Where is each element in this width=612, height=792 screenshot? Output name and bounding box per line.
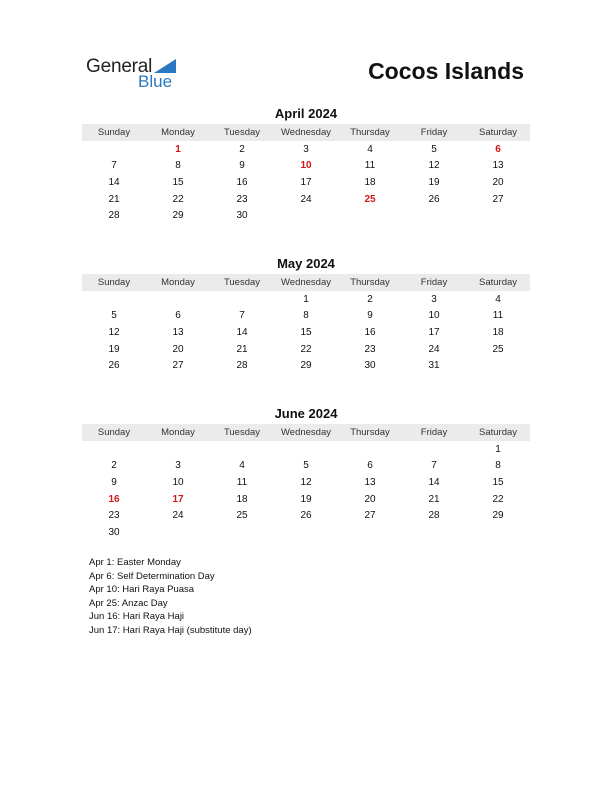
- day-cell: 15: [300, 326, 312, 338]
- week-row: [82, 341, 530, 358]
- day-cell: 5: [111, 310, 117, 322]
- day-cell: 6: [175, 310, 181, 322]
- week-row: [82, 491, 530, 508]
- logo-text-general: General: [86, 56, 153, 77]
- weekday-header: [82, 424, 530, 441]
- day-cell: 13: [492, 160, 504, 172]
- weekday-label: Friday: [420, 127, 448, 138]
- holiday-day-cell: 17: [172, 493, 184, 505]
- country-title: Cocos Islands: [368, 58, 524, 84]
- day-cell: 4: [495, 293, 501, 305]
- day-cell: 26: [300, 510, 312, 522]
- logo-text-blue: Blue: [138, 72, 173, 91]
- day-cell: 28: [108, 210, 120, 222]
- holiday-day-cell: 6: [495, 143, 501, 155]
- day-cell: 13: [364, 476, 376, 488]
- week-row: [82, 174, 530, 191]
- day-cell: 17: [428, 326, 440, 338]
- day-cell: 13: [172, 326, 184, 338]
- day-cell: 3: [431, 293, 437, 305]
- holiday-day-cell: 25: [364, 193, 376, 205]
- weekday-label: Friday: [420, 427, 448, 438]
- logo-triangle-icon: [154, 59, 176, 73]
- weekday-label: Saturday: [478, 427, 518, 438]
- day-cell: 27: [364, 510, 376, 522]
- day-cell: 16: [236, 176, 248, 188]
- day-cell: 18: [364, 176, 376, 188]
- weekday-label: Tuesday: [223, 277, 261, 288]
- holiday-note: Apr 6: Self Determination Day: [89, 570, 215, 582]
- weekday-label: Sunday: [97, 127, 131, 138]
- day-cell: 11: [492, 310, 504, 322]
- weekday-label: Wednesday: [281, 127, 331, 138]
- day-cell: 15: [492, 476, 504, 488]
- day-cell: 12: [428, 160, 440, 172]
- day-cell: 1: [495, 443, 501, 455]
- day-cell: 24: [428, 343, 440, 355]
- week-row: [82, 474, 530, 491]
- weekday-label: Thursday: [350, 127, 390, 138]
- day-cell: 30: [108, 526, 120, 538]
- day-cell: 20: [172, 343, 184, 355]
- weekday-label: Monday: [161, 277, 195, 288]
- holiday-note: Apr 1: Easter Monday: [89, 557, 181, 568]
- week-row: [82, 308, 530, 325]
- day-cell: 25: [236, 510, 248, 522]
- weekday-label: Wednesday: [281, 277, 331, 288]
- week-row: [82, 191, 530, 208]
- day-cell: 3: [175, 460, 181, 472]
- day-cell: 18: [492, 326, 504, 338]
- day-cell: 5: [303, 460, 309, 472]
- day-cell: 22: [492, 493, 504, 505]
- day-cell: 19: [428, 176, 440, 188]
- day-cell: 19: [300, 493, 312, 505]
- day-cell: 24: [300, 193, 312, 205]
- month-title: May 2024: [277, 256, 335, 271]
- day-cell: 12: [300, 476, 312, 488]
- day-cell: 25: [492, 343, 504, 355]
- holiday-day-cell: 10: [300, 160, 312, 172]
- holiday-day-cell: 1: [175, 143, 181, 155]
- day-cell: 4: [239, 460, 245, 472]
- weekday-label: Monday: [161, 427, 195, 438]
- day-cell: 31: [428, 360, 440, 372]
- day-cell: 2: [111, 460, 117, 472]
- day-cell: 9: [111, 476, 117, 488]
- month-calendar: [82, 256, 530, 374]
- day-cell: 10: [172, 476, 184, 488]
- month-title: April 2024: [274, 106, 338, 121]
- day-cell: 21: [108, 193, 120, 205]
- generalblue-logo: [86, 56, 196, 96]
- day-cell: 11: [236, 476, 248, 488]
- day-cell: 29: [300, 360, 312, 372]
- holiday-note: Apr 10: Hari Raya Puasa: [89, 584, 195, 596]
- weekday-label: Saturday: [478, 127, 518, 138]
- day-cell: 10: [428, 310, 440, 322]
- weekday-label: Sunday: [97, 277, 131, 288]
- day-cell: 4: [367, 143, 373, 155]
- day-cell: 27: [492, 193, 504, 205]
- day-cell: 21: [428, 493, 440, 505]
- day-cell: 8: [175, 160, 181, 172]
- holiday-day-cell: 16: [108, 493, 120, 505]
- day-cell: 3: [303, 143, 309, 155]
- day-cell: 21: [236, 343, 248, 355]
- day-cell: 29: [492, 510, 504, 522]
- day-cell: 8: [495, 460, 501, 472]
- day-cell: 26: [108, 360, 120, 372]
- day-cell: 9: [239, 160, 245, 172]
- week-row: [82, 441, 530, 458]
- week-row: [82, 507, 530, 524]
- weekday-label: Saturday: [478, 277, 518, 288]
- day-cell: 26: [428, 193, 440, 205]
- day-cell: 7: [431, 460, 437, 472]
- weekday-label: Thursday: [350, 427, 390, 438]
- day-cell: 18: [236, 493, 248, 505]
- month-calendar: [82, 406, 530, 541]
- day-cell: 22: [300, 343, 312, 355]
- week-row: [82, 524, 530, 541]
- day-cell: 8: [303, 310, 309, 322]
- day-cell: 14: [428, 476, 440, 488]
- day-cell: 12: [108, 326, 120, 338]
- week-row: [82, 158, 530, 175]
- weekday-label: Tuesday: [223, 427, 261, 438]
- day-cell: 14: [236, 326, 248, 338]
- day-cell: 30: [236, 210, 248, 222]
- day-cell: 19: [108, 343, 120, 355]
- day-cell: 30: [364, 360, 376, 372]
- holiday-notes: [89, 556, 252, 638]
- weekday-label: Monday: [161, 127, 195, 138]
- day-cell: 2: [239, 143, 245, 155]
- weekday-label: Wednesday: [281, 427, 331, 438]
- week-row: [82, 458, 530, 475]
- day-cell: 27: [172, 360, 184, 372]
- week-row: [82, 207, 530, 224]
- holiday-note: Apr 25: Anzac Day: [89, 597, 168, 609]
- weekday-label: Thursday: [350, 277, 390, 288]
- day-cell: 24: [172, 510, 184, 522]
- holiday-note: Jun 16: Hari Raya Haji: [89, 611, 185, 623]
- day-cell: 22: [172, 193, 184, 205]
- day-cell: 14: [108, 176, 120, 188]
- day-cell: 7: [239, 310, 245, 322]
- week-row: [82, 357, 530, 374]
- day-cell: 28: [428, 510, 440, 522]
- day-cell: 7: [111, 160, 117, 172]
- day-cell: 20: [492, 176, 504, 188]
- weekday-label: Tuesday: [223, 127, 261, 138]
- day-cell: 2: [367, 293, 373, 305]
- holiday-note: Jun 17: Hari Raya Haji (substitute day): [89, 624, 252, 636]
- day-cell: 9: [367, 310, 373, 322]
- weekday-label: Sunday: [97, 427, 131, 438]
- week-row: [82, 291, 530, 308]
- day-cell: 20: [364, 493, 376, 505]
- day-cell: 1: [303, 293, 309, 305]
- day-cell: 29: [172, 210, 184, 222]
- day-cell: 16: [364, 326, 376, 338]
- day-cell: 15: [172, 176, 184, 188]
- day-cell: 23: [108, 510, 120, 522]
- weekday-label: Friday: [420, 277, 448, 288]
- day-cell: 6: [367, 460, 373, 472]
- week-row: [82, 324, 530, 341]
- day-cell: 23: [236, 193, 248, 205]
- day-cell: 23: [364, 343, 376, 355]
- day-cell: 5: [431, 143, 437, 155]
- week-row: [82, 141, 530, 158]
- month-title: June 2024: [274, 406, 338, 421]
- month-calendar: [82, 106, 530, 224]
- day-cell: 11: [364, 160, 376, 172]
- weekday-header: [82, 274, 530, 291]
- day-cell: 28: [236, 360, 248, 372]
- weekday-header: [82, 124, 530, 141]
- day-cell: 17: [300, 176, 312, 188]
